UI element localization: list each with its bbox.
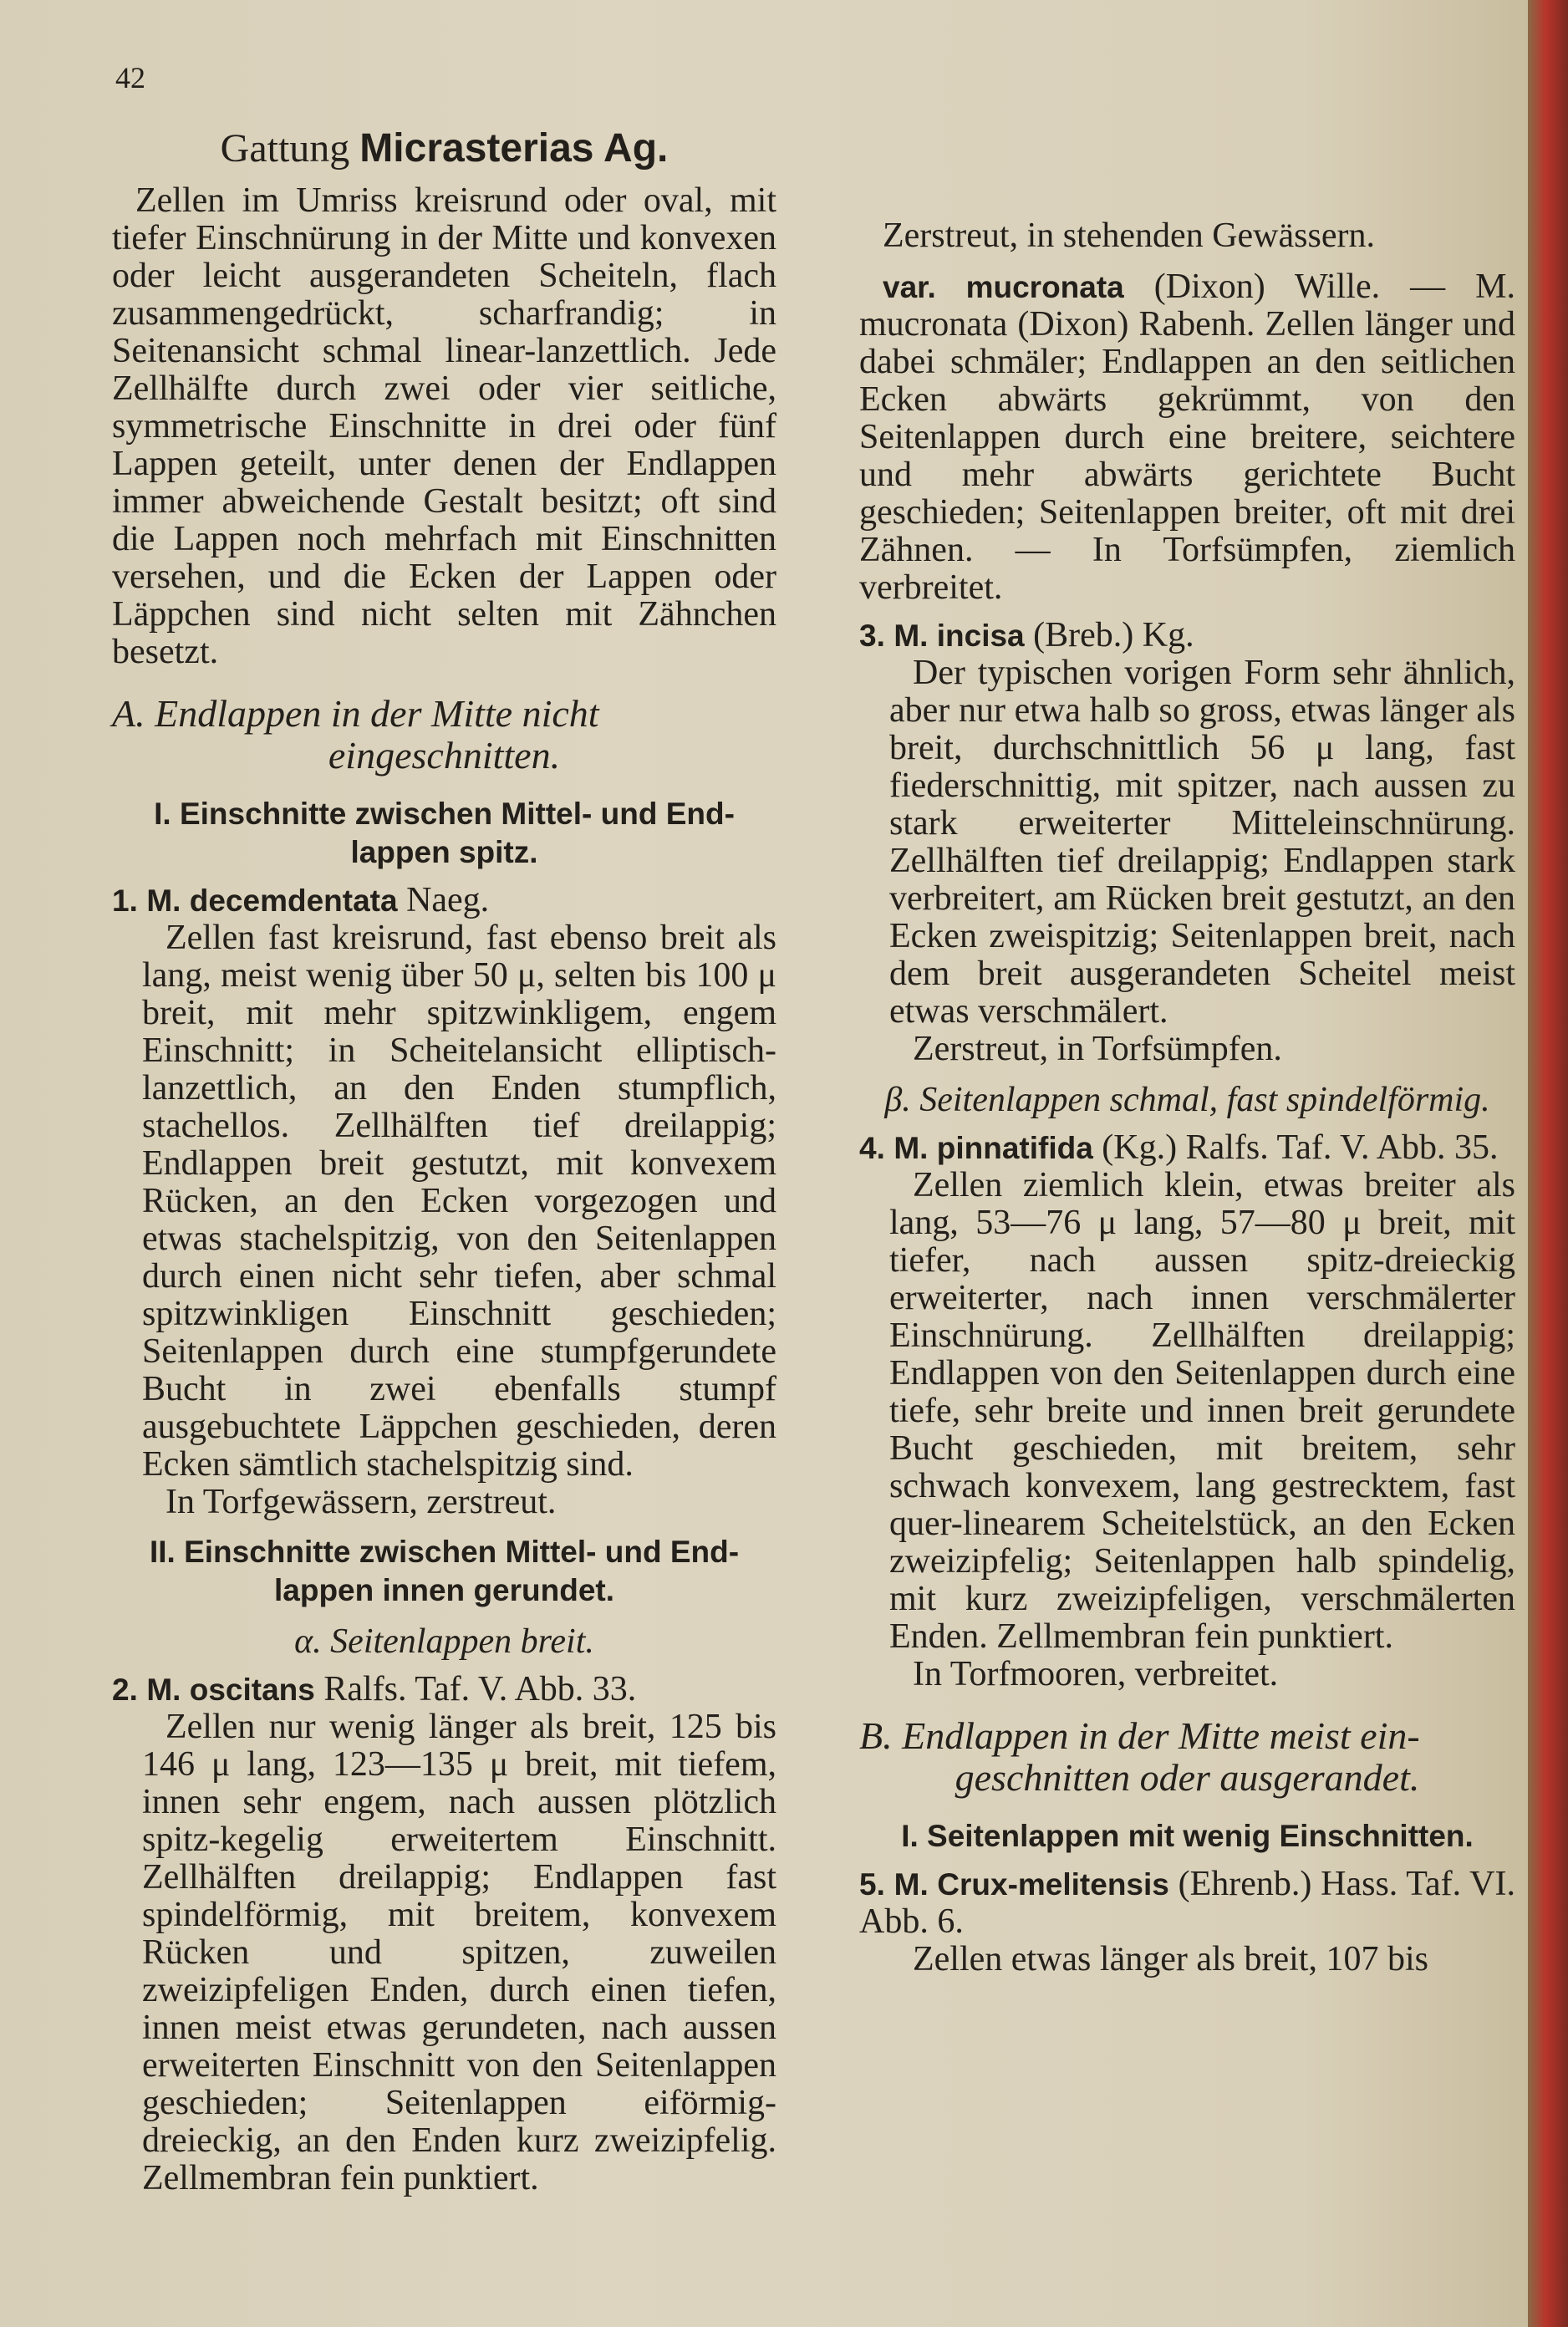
page-number: 42 [115,61,145,94]
species-3-author: (Breb.) Kg. [1033,616,1194,654]
species-3-distribution: Zerstreut, in Torfsümpfen. [913,1030,1282,1068]
species-1-number: 1. [112,883,138,918]
variety-author: (Dixon) Wille. — M. mucronata (Dixon) Rabenh. [859,267,1516,344]
species-1-name: M. decemdentata [146,883,398,918]
species-5-name: M. Crux-melitensis [893,1867,1169,1902]
right-column [859,100,1515,1978]
species-5-heading [859,1866,1515,1941]
group-b-heading [859,1715,1515,1799]
species-3-heading [859,617,1515,654]
section-a1-line2: lappen spitz. [350,835,538,869]
species-4-name: M. pinnatifida [893,1131,1093,1165]
species-1-heading [112,882,776,919]
species-5-author: (Ehrenb.) Hass. Taf. VI. Abb. 6. [859,1865,1515,1941]
species-3-description: Der typischen vorigen Form sehr ähnlich, aber nur etwa halb so gross, etwas länger als breit, durchschnittlich 56 μ lang, fast fiederschnittig, mit spitzer, nach aussen zu stark erweiterter Mitteleinschnürung. Zellhälften tief dreilappig; Endlappen stark verbreitert, am Rücken breit gestutzt, an den Ecken zweispitzig; Seitenlappen breit, nach dem breit ausgerandeten Scheitel meist etwas verschmälert. [889,654,1515,1031]
species-1-distribution: In Torfgewässern, zerstreut. [165,1483,557,1521]
species-4-heading [859,1129,1515,1167]
species-4-number: 4. [859,1131,885,1165]
species-2-description: Zellen nur wenig länger als breit, 125 bis 146 μ lang, 123—135 μ breit, mit tiefem, innen sehr engem, nach aussen plötzlich spitz-kegelig erweitertem Einschnitt. Zellhälften dreilappig; Endlappen fast spindelförmig, mit breitem, konvexem Rücken und spitzen, zuweilen zweizipfeligen Enden, durch einen tiefen, innen meist etwas gerundeten, nach aussen erweiterten Einschnitt von den Seitenlappen geschieden; Seitenlappen eiförmig-dreieckig, an den Enden kurz zweizipfelig. Zellmembran fein punktiert. [142,1708,776,2197]
subgroup-alpha: α. Seitenlappen breit. [294,1622,594,1661]
species-2-name: M. oscitans [146,1673,315,1707]
species-4-distribution: In Torfmooren, verbreitet. [913,1655,1279,1693]
species-2-distribution: Zerstreut, in stehenden Gewässern. [883,216,1375,255]
variety-entry [859,268,1515,607]
variety-description: Zellen länger und dabei schmäler; Endlappen an den seitlichen Ecken abwärts gekrümmt, von den Seitenlappen durch eine breitere, seichtere und mehr abwärts gerichtete Bucht geschieden; Seitenlappen breiter, oft mit drei Zähnen. — In Torfsümpfen, ziemlich verbreitet. [859,305,1515,607]
section-a2-numeral: II. [149,1535,176,1569]
group-b-line2: geschnitten oder ausgerandet. [955,1756,1420,1799]
group-a-letter: A. [112,692,145,735]
book-spine-edge [1528,0,1568,2327]
species-5-number: 5. [859,1867,885,1902]
species-1-description: Zellen fast kreisrund, fast ebenso breit als lang, meist wenig über 50 μ, selten bis 100 μ breit, mit mehr spitzwinkligem, engem Einschnitt; in Scheitelansicht elliptisch-lanzettlich, an den Enden stumpflich, stachellos. Zellhälften tief dreilappig; Endlappen breit gestutzt, mit konvexem Rücken, an den Ecken vorgezogen und etwas stachelspitzig, von den Seitenlappen durch einen nicht sehr tiefen, aber schmal spitzwinkligen Einschnitt geschieden; Seitenlappen durch eine stumpfgerundete Bucht in zwei ebenfalls stumpf ausgebuchtete Läppchen geschieden, deren Ecken sämtlich stachelspitzig sind. [142,919,776,1484]
species-4-author: (Kg.) Ralfs. Taf. V. Abb. 35. [1102,1128,1499,1167]
section-a1-numeral: I. [154,797,171,831]
group-b-line1: Endlappen in der Mitte meist ein- [902,1714,1420,1757]
subgroup-beta: β. Seitenlappen schmal, fast spindelförmig. [884,1081,1490,1119]
species-2-heading [112,1671,776,1708]
section-b1-heading: I. Seitenlappen mit wenig Einschnitten. [901,1819,1474,1853]
genus-name: Micrasterias Ag. [359,126,669,171]
species-1-author: Naeg. [406,881,490,919]
section-a1-line1: Einschnitte zwischen Mittel- und End- [179,797,735,831]
species-2-author: Ralfs. Taf. V. Abb. 33. [323,1670,637,1708]
species-2-number: 2. [112,1673,138,1707]
group-b-letter: B. [859,1714,893,1757]
section-a2-line2: lappen innen gerundet. [273,1573,615,1607]
genus-description: Zellen im Umriss kreisrund oder oval, mit tiefer Einschnürung in der Mitte und konvexen oder leicht ausgerandeten Scheiteln, flach zusammengedrückt, scharfrandig; in Seitenansicht schmal linear-lanzettlich. Jede Zellhälfte durch zwei oder vier seitliche, symmetrische Einschnitte in drei oder fünf Lappen geteilt, unter denen der Endlappen immer abweichende Gestalt besitzt; oft sind die Lappen noch mehrfach mit Einschnitten versehen, und die Ecken der Lappen oder Läppchen sind nicht selten mit Zähnchen besetzt. [112,181,776,671]
group-a-heading [112,693,776,777]
section-a2-line1: Einschnitte zwischen Mittel- und End- [184,1535,740,1569]
group-a-line2: eingeschnitten. [328,734,561,777]
species-3-number: 3. [859,619,885,653]
species-4-description: Zellen ziemlich klein, etwas breiter als lang, 53—76 μ lang, 57—80 μ breit, mit tiefer, nach aussen spitz-dreieckig erweiterter, nach innen verschmälerter Einschnürung. Zellhälften dreilappig; Endlappen von den Seitenlappen durch eine tiefe, sehr breite und innen breit gerundete Bucht geschieden, mit breitem, sehr schwach konvexem, lang gestrecktem, fast quer-linearem Scheitelstück, an den Ecken zweizipfelig; Seitenlappen halb spindelig, mit kurz zweizipfeligen, verschmälerten Enden. Zellmembran fein punktiert. [889,1166,1515,1656]
genus-title-prefix: Gattung [220,126,350,171]
group-a-line1: Endlappen in der Mitte nicht [155,692,599,735]
left-column [112,125,776,2197]
species-5-description: Zellen etwas länger als breit, 107 bis [913,1940,1428,1978]
genus-title [112,125,776,172]
variety-name: var. mucronata [883,270,1124,304]
section-a2-heading [112,1533,776,1610]
species-3-name: M. incisa [893,619,1025,653]
section-a1-heading [112,795,776,872]
